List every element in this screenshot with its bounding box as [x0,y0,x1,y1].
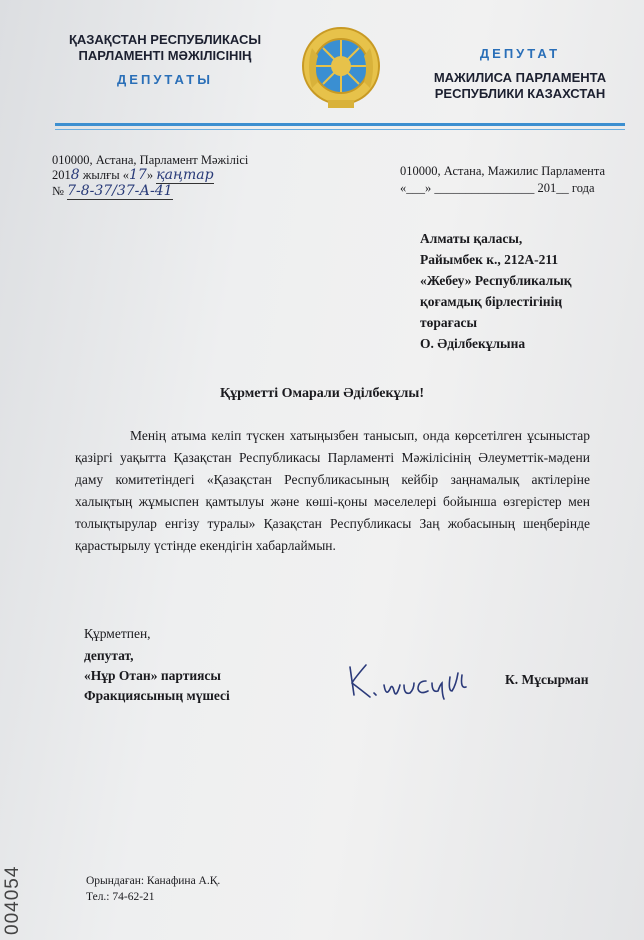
header-left [40,32,290,88]
day-close: » [146,168,157,182]
recipient-line: қоғамдық бірлестігінің [420,294,563,309]
handwritten-signature [340,655,480,705]
signer-title-line: Фракциясының мүшесі [84,688,230,703]
signer-title-line: депутат, [84,648,134,663]
header-right [420,46,620,102]
header-left-line2: ПАРЛАМЕНТІ МӘЖІЛІСІНІҢ [78,48,252,63]
recipient-line: төрағасы [420,315,478,330]
address-left-line1: 010000, Астана, Парламент Мәжілісі [52,153,249,167]
handwritten-number: 7-8-37/37-А-41 [67,183,173,199]
footer [86,873,220,905]
recipient-line: О. Әділбекұлына [420,336,526,351]
header-right-line2: РЕСПУБЛИКИ КАЗАХСТАН [434,86,606,101]
letter-body: Менің атыма келіп түскен хатыңызбен танысып, онда көрсетілген ұсыныстар қазіргі уақытта Қазақстан Республикасы Парламенті Мәжілісінің Әлеуметтік-мәдени даму комитетіндегі «Қазақстан Республикасының кейбір заңнамалық актілеріне халықтың жұмыспен қамтылуы және көші-қоны мәселелері бойынша өзгерістер мен толықтырулар енгізу туралы» Қазақстан Республикасы Заң жобасының шеңберінде қарастырылу үстінде екендігін хабарлаймын. [75,428,590,553]
number-line [52,184,248,200]
handwritten-year: 8 [70,167,80,183]
year-prefix: 201 [52,168,71,182]
date-line [52,168,248,184]
recipient-line: «Жебеу» Республикалық [420,273,572,288]
handwritten-month: қаңтар [156,167,214,183]
salutation: Құрметті Омарали Әділбекұлы! [220,386,424,401]
header-left-line1: ҚАЗАҚСТАН РЕСПУБЛИКАСЫ [68,32,262,47]
signer-title-line: «Нұр Отан» партиясы [84,668,221,683]
executor: Орындаған: Канафина А.Қ. [86,875,221,887]
recipient-block [420,228,630,354]
header-right-deputy: ДЕПУТАТ [479,46,561,61]
header-left-deputy: ДЕПУТАТЫ [117,72,213,87]
address-right-line1: 010000, Астана, Мажилис Парламента [400,164,606,178]
state-emblem-icon [298,22,384,112]
signer-title [84,646,344,706]
closing: Құрметпен, [84,626,151,641]
address-right [400,163,605,197]
address-right-line2: «___» ________________ 201__ года [400,181,595,195]
header-rule [55,123,625,126]
year-suffix: жылғы « [79,168,129,182]
signer-name: К. Мұсырман [505,672,589,687]
number-label: № [52,184,68,198]
header-rule-thin [55,129,625,130]
handwritten-day: 17 [128,167,147,183]
phone: Тел.: 74-62-21 [86,891,155,903]
recipient-line: Алматы қаласы, [420,231,523,246]
serial-number: 004054 [2,865,23,935]
header-right-line1: МАЖИЛИСА ПАРЛАМЕНТА [433,70,607,85]
recipient-line: Райымбек к., 212А-211 [420,252,559,267]
address-left [52,153,248,200]
